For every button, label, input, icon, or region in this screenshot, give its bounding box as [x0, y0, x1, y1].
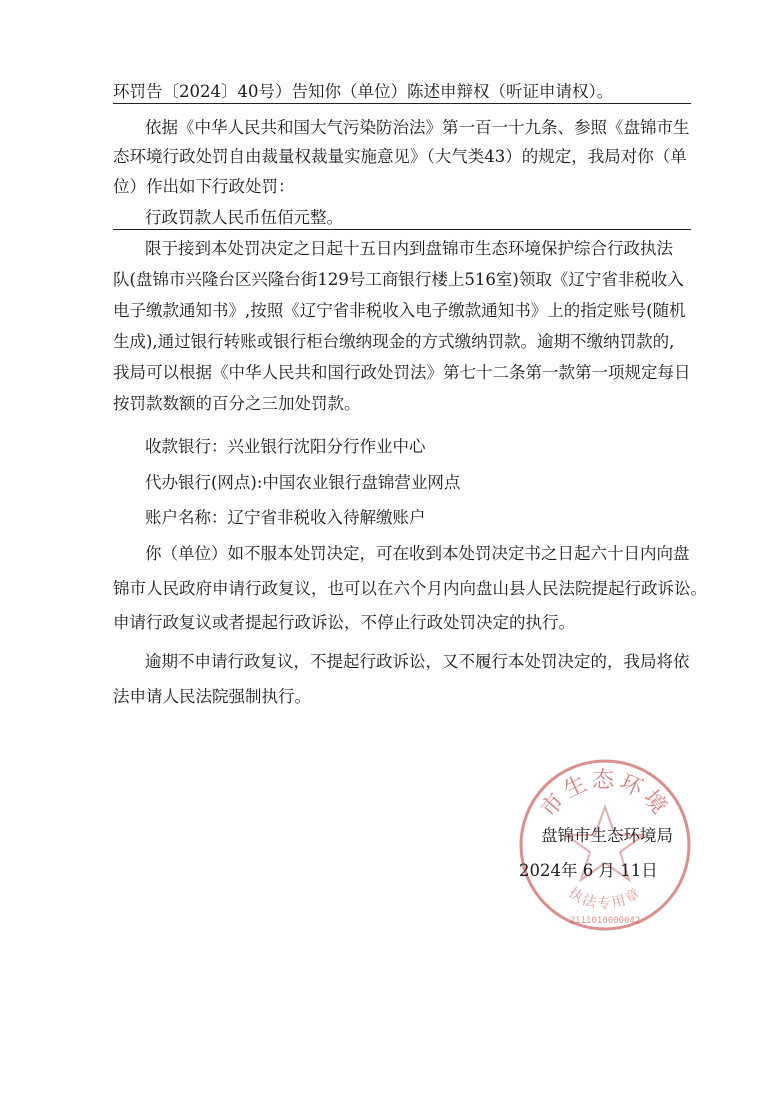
paragraph-line-2: 依据《中华人民共和国大气污染防治法》第一百一十九条、参照《盘锦市生: [145, 118, 690, 137]
stamp-top-text: 市生态环境: [536, 768, 674, 823]
stamp-bottom-text: 执法专用章: [565, 884, 645, 912]
signature-organization: 盘锦市生态环境局: [541, 826, 673, 845]
paragraph-line-19: 法申请人民法院强制执行。: [113, 687, 311, 706]
paragraph-line-7: 队(盘锦市兴隆台区兴隆台街129号工商银行楼上516室)领取《辽宁省非税收入: [113, 270, 684, 289]
paragraph-line-10: 我局可以根据《中华人民共和国行政处罚法》第七十二条第一款第一项规定每日: [113, 363, 691, 382]
paragraph-line-6: 限于接到本处罚决定之日起十五日内到盘锦市生态环境保护综合行政执法: [145, 239, 673, 258]
svg-text:执法专用章: [566, 884, 645, 912]
paragraph-line-16: 锦市人民政府申请行政复议，也可以在六个月内向盘山县人民法院提起行政诉讼。: [113, 579, 707, 598]
stamp-code: 2111010000042: [569, 916, 641, 926]
paragraph-line-15: 你（单位）如不服本处罚决定，可在收到本处罚决定书之日起六十日内向盘: [145, 544, 690, 563]
paragraph-line-1: 环罚告〔2024〕40号）告知你（单位）陈述申辩权（听证申请权）。: [113, 81, 691, 104]
paragraph-line-4: 位）作出如下行政处罚：: [113, 177, 295, 196]
paragraph-line-17: 申请行政复议或者提起行政诉讼，不停止行政处罚决定的执行。: [113, 613, 575, 632]
agent-bank-line: 代办银行(网点):中国农业银行盘锦营业网点: [145, 473, 461, 492]
paragraph-line-3: 态环境行政处罚自由裁量权裁量实施意见》（大气类43）的规定，我局对你（单: [113, 147, 687, 166]
paragraph-line-8: 电子缴款通知书》,按照《辽宁省非税收入电子缴款通知书》上的指定账号(随机: [113, 301, 686, 320]
receiving-bank-line: 收款银行：兴业银行沈阳分行作业中心: [145, 437, 426, 456]
paragraph-line-11: 按罚款数额的百分之三加处罚款。: [113, 394, 361, 413]
paragraph-line-9: 生成),通过银行转账或银行柜台缴纳现金的方式缴纳罚款。逾期不缴纳罚款的,: [113, 332, 675, 351]
signature-date: 2024年 6 月 11日: [519, 861, 658, 880]
penalty-line: 行政罚款人民币伍佰元整。: [113, 207, 691, 230]
paragraph-line-18: 逾期不申请行政复议，不提起行政诉讼，又不履行本处罚决定的，我局将依: [145, 652, 690, 671]
account-name-line: 账户名称：辽宁省非税收入待解缴账户: [145, 508, 426, 527]
